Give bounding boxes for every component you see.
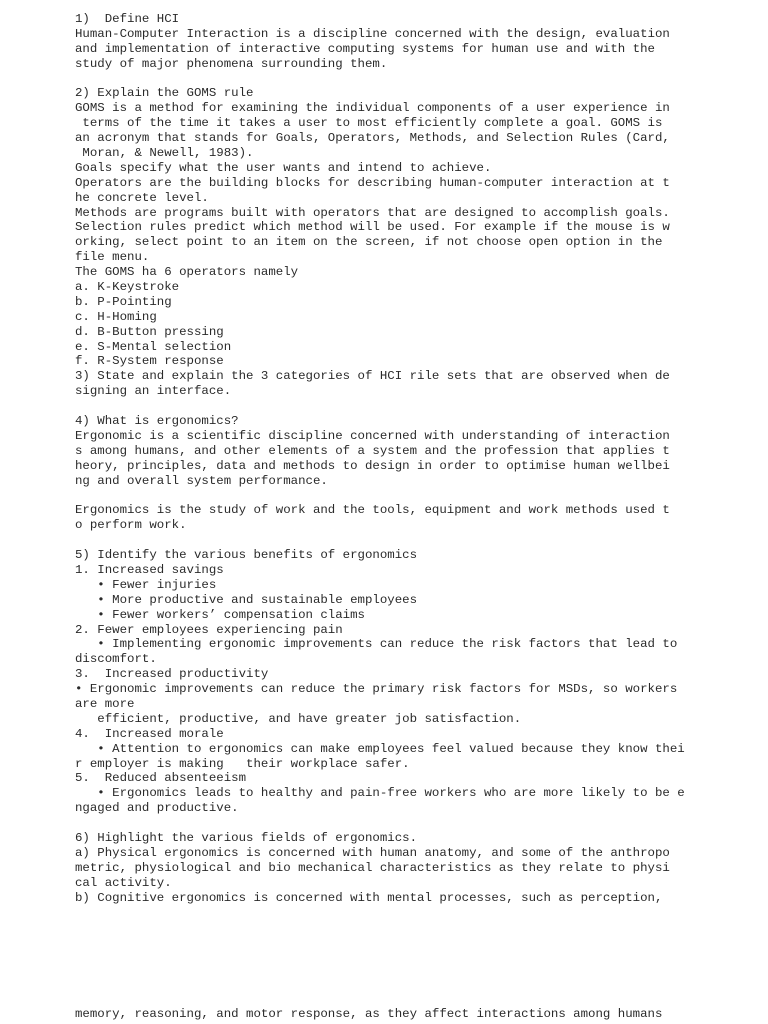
- text-line: e. S-Mental selection: [75, 339, 232, 354]
- text-line: Human-Computer Interaction is a discipline concerned with the design, evaluation: [75, 26, 670, 41]
- text-line: 4. Increased morale: [75, 726, 224, 741]
- text-line: efficient, productive, and have greater job satisfaction.: [75, 711, 522, 726]
- text-line: The GOMS ha 6 operators namely: [75, 265, 299, 280]
- text-line: • Ergonomics leads to healthy and pain-free workers who are more likely to be e: [75, 786, 685, 801]
- text-line: a. K-Keystroke: [75, 280, 180, 295]
- text-line: c. H-Homing: [75, 309, 157, 324]
- text-line: • Attention to ergonomics can make employees feel valued because they know thei: [75, 741, 685, 756]
- text-line: are more: [75, 696, 135, 711]
- text-line: 2. Fewer employees experiencing pain: [75, 622, 343, 637]
- blank-line: [75, 72, 755, 87]
- text-line: 2) Explain the GOMS rule: [75, 86, 254, 101]
- text-line: orking, select point to an item on the screen, if not choose open option in the: [75, 235, 663, 250]
- text-line: 3. Increased productivity: [75, 667, 269, 682]
- text-line: b) Cognitive ergonomics is concerned with mental processes, such as perception,: [75, 890, 663, 905]
- text-line: Operators are the building blocks for describing human-computer interaction at t: [75, 175, 670, 190]
- text-line: • Fewer workers’ compensation claims: [75, 607, 365, 622]
- document-body: [75, 12, 755, 905]
- text-line: he concrete level.: [75, 190, 209, 205]
- text-line: and implementation of interactive computing systems for human use and with the: [75, 41, 655, 56]
- text-line: 5) Identify the various benefits of ergonomics: [75, 548, 418, 563]
- text-line: d. B-Button pressing: [75, 324, 224, 339]
- blank-line: [75, 816, 755, 831]
- text-line: Moran, & Newell, 1983).: [75, 146, 254, 161]
- text-line: GOMS is a method for examining the individual components of a user experience in: [75, 101, 670, 116]
- text-line: ng and overall system performance.: [75, 473, 328, 488]
- text-line: 4) What is ergonomics?: [75, 414, 239, 429]
- blank-line: [75, 399, 755, 414]
- text-line: study of major phenomena surrounding them.: [75, 56, 388, 71]
- blank-line: [75, 533, 755, 548]
- text-line: Goals specify what the user wants and intend to achieve.: [75, 160, 492, 175]
- text-line: 1) Define HCI: [75, 12, 180, 26]
- text-line: Ergonomics is the study of work and the tools, equipment and work methods used t: [75, 503, 670, 518]
- text-line: terms of the time it takes a user to most efficiently complete a goal. GOMS is: [75, 116, 663, 131]
- text-line: discomfort.: [75, 652, 157, 667]
- text-line: 5. Reduced absenteeism: [75, 771, 247, 786]
- text-line: 1. Increased savings: [75, 562, 224, 577]
- blank-line: [75, 489, 755, 504]
- text-line: file menu.: [75, 250, 150, 265]
- text-line: a) Physical ergonomics is concerned with human anatomy, and some of the anthropo: [75, 845, 670, 860]
- text-line: o perform work.: [75, 518, 187, 533]
- text-line: • Fewer injuries: [75, 577, 217, 592]
- text-line: signing an interface.: [75, 384, 232, 399]
- text-line: 6) Highlight the various fields of ergonomics.: [75, 830, 418, 845]
- text-line: b. P-Pointing: [75, 294, 172, 309]
- text-line: ngaged and productive.: [75, 801, 239, 816]
- text-line: Methods are programs built with operators that are designed to accomplish goals.: [75, 205, 670, 220]
- text-line: s among humans, and other elements of a system and the profession that applies t: [75, 443, 670, 458]
- text-line: f. R-System response: [75, 354, 224, 369]
- text-line: • Ergonomic improvements can reduce the primary risk factors for MSDs, so workers: [75, 682, 678, 697]
- text-line: an acronym that stands for Goals, Operators, Methods, and Selection Rules (Card,: [75, 131, 670, 146]
- text-line: • More productive and sustainable employees: [75, 592, 418, 607]
- text-line: cal activity.: [75, 875, 172, 890]
- text-line: Selection rules predict which method will be used. For example if the mouse is w: [75, 220, 670, 235]
- text-line: 3) State and explain the 3 categories of HCI rile sets that are observed when de: [75, 369, 670, 384]
- text-line: r employer is making their workplace safer.: [75, 756, 410, 771]
- text-line: heory, principles, data and methods to design in order to optimise human wellbei: [75, 458, 670, 473]
- page-bottom-line: memory, reasoning, and motor response, as they affect interactions among humans: [75, 1007, 663, 1021]
- text-line: • Implementing ergonomic improvements can reduce the risk factors that lead to: [75, 637, 678, 652]
- text-line: Ergonomic is a scientific discipline concerned with understanding of interaction: [75, 428, 670, 443]
- text-line: metric, physiological and bio mechanical characteristics as they relate to physi: [75, 860, 670, 875]
